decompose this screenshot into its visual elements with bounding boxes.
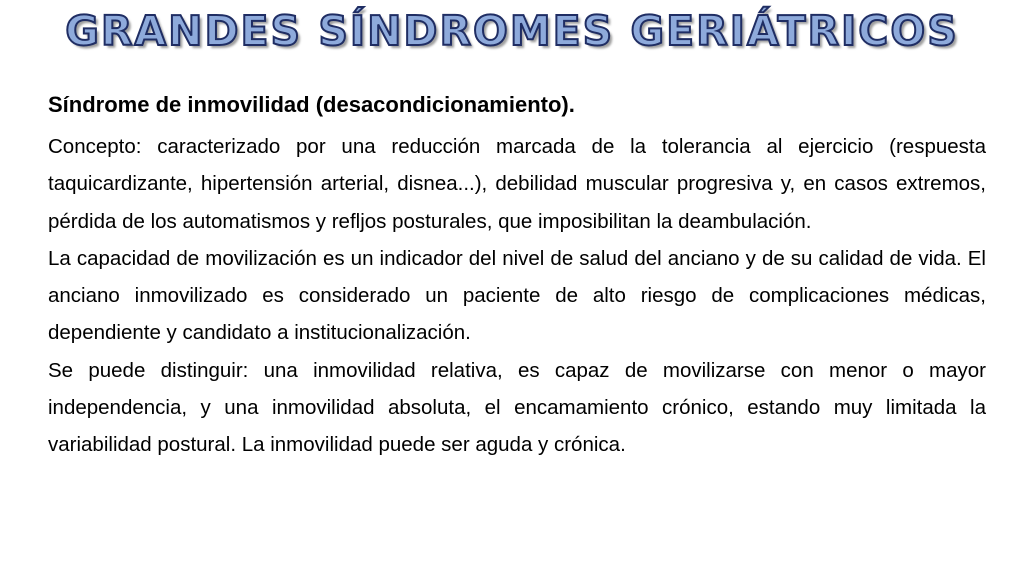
slide-content (48, 86, 986, 464)
paragraph-concept: Concepto: caracterizado por una reducción marcada de la tolerancia al ejercicio (respuesta taquicardizante, hipertensión arterial, disnea...), debilidad muscular progresiva y, en casos extremos, pérdida de los automatismos y refljos posturales, que imposibilitan la deambulación. (48, 135, 986, 233)
slide-title: GRANDES SÍNDROMES GERIÁTRICOS (65, 7, 959, 55)
paragraph-mobility: La capacidad de movilización es un indicador del nivel de salud del anciano y de su calidad de vida. El anciano inmovilizado es considerado un paciente de alto riesgo de complicaciones médicas, dependiente y candidato a institucionalización. (48, 246, 986, 345)
section-heading: Síndrome de inmovilidad (desacondicionamiento). (48, 92, 575, 117)
paragraph-types: Se puede distinguir: una inmovilidad relativa, es capaz de movilizarse con menor o mayor independencia, y una inmovilidad absoluta, el encamamiento crónico, estando muy limitada la variabilidad postural. La inmovilidad puede ser aguda y crónica. (48, 358, 986, 457)
title-container (0, 8, 1024, 55)
